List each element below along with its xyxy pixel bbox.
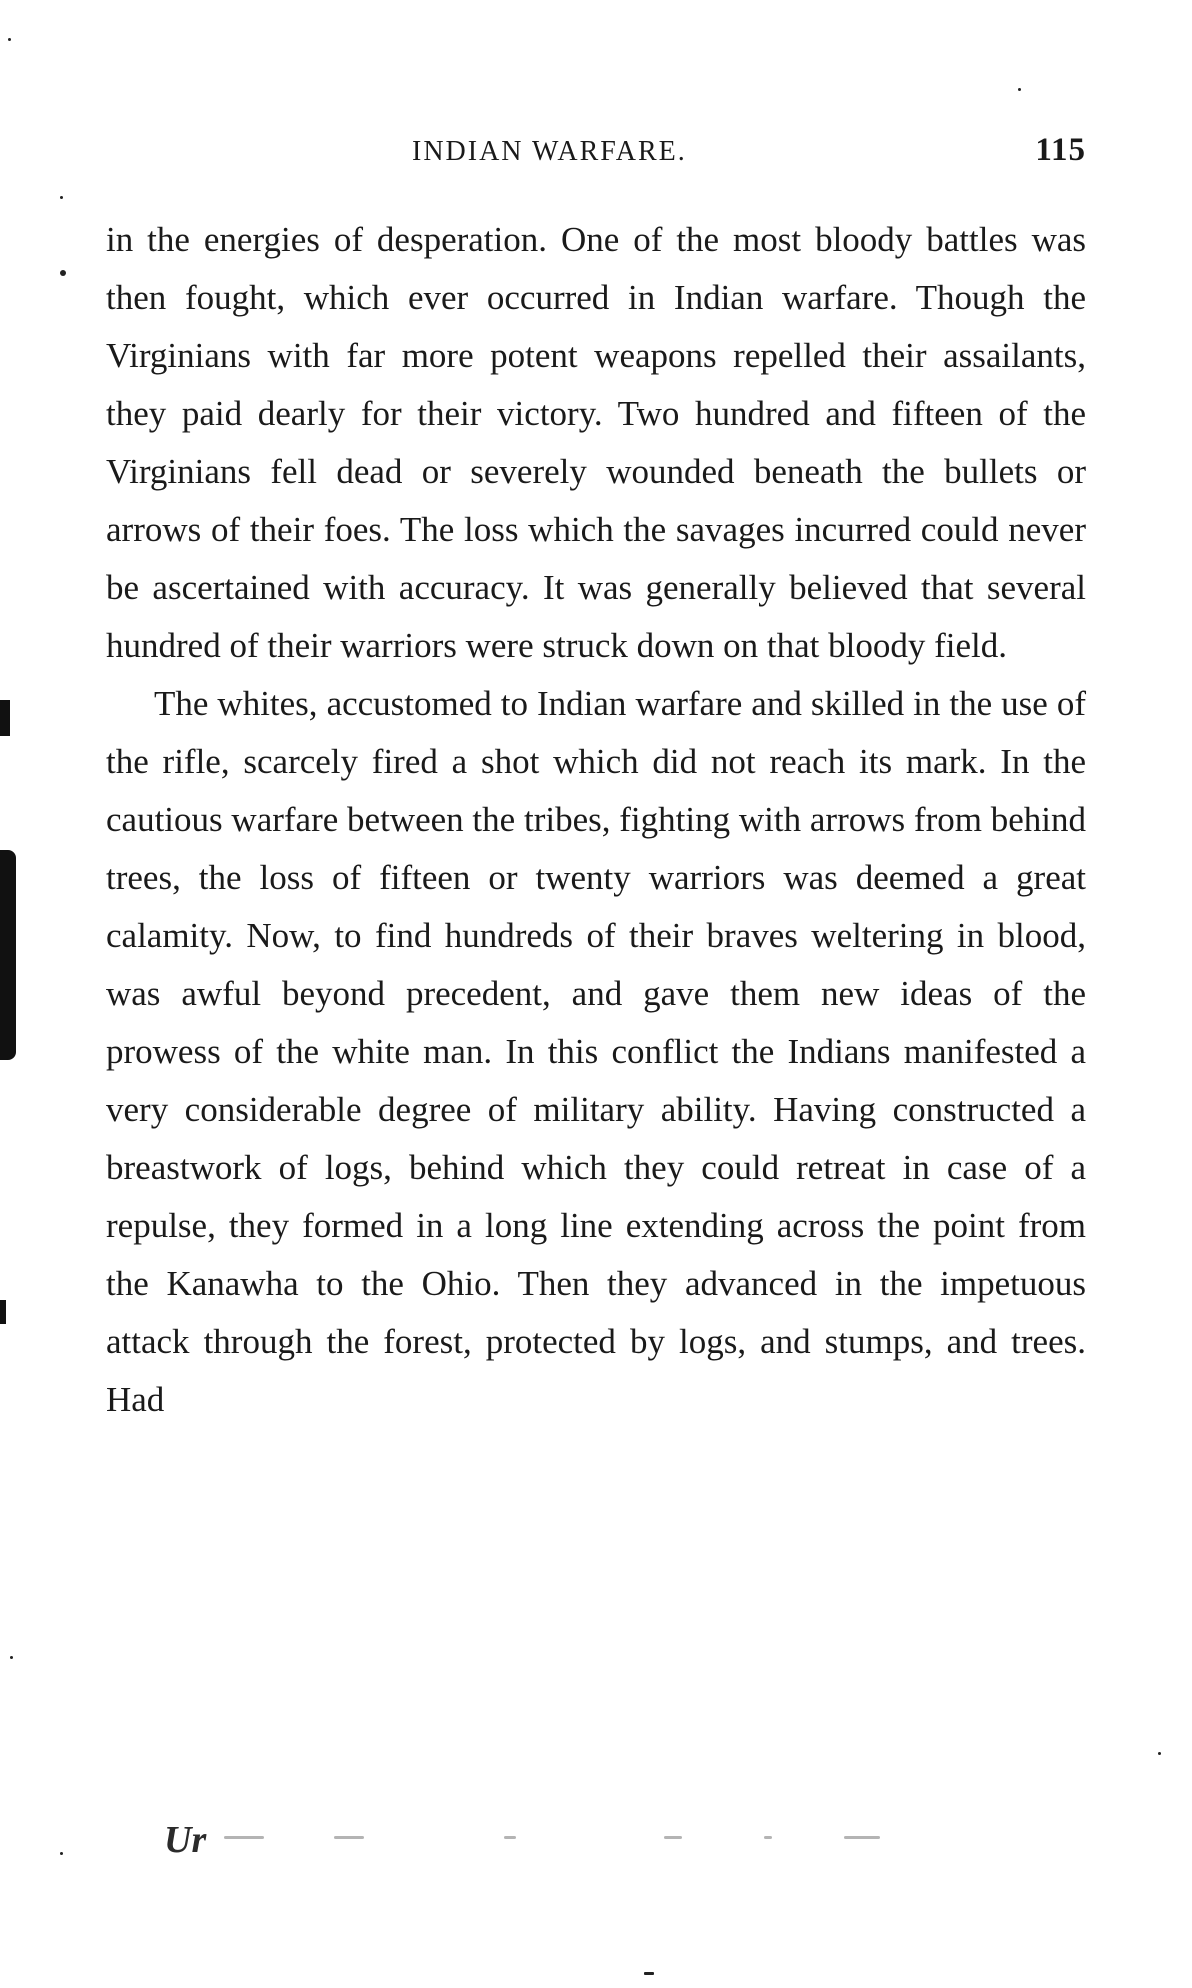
footer-smudge [764, 1836, 772, 1839]
scan-speck [10, 1656, 13, 1659]
scan-speck [1018, 88, 1021, 91]
scan-speck [1158, 1752, 1161, 1755]
footer-smudge [844, 1836, 880, 1839]
scan-speck [60, 196, 63, 199]
paragraph-1: in the energies of desperation. One of the most bloody battles was then fought, which ever occurred in Indian warfare. Though the Virginians with far more potent weapons repelled their assailants, they paid dearly for their victory. Two hundred and fifteen of the Virginians fell dead or severely wounded beneath the bullets or arrows of their foes. The loss which the savages incurred could never be ascertained with accuracy. It was generally believed that several hundred of their warriors were struck down on that bloody field. [106, 220, 1086, 665]
page-header [106, 132, 1086, 176]
scan-speck [60, 1852, 63, 1855]
paragraph-2: The whites, accustomed to Indian warfare and skilled in the use of the rifle, scarcely fired a shot which did not reach its mark. In the cautious warfare between the tribes, fighting with arrows from behind trees, the loss of fifteen or twenty warriors was deemed a great calamity. Now, to find hundreds of their braves weltering in blood, was awful beyond precedent, and gave them new ideas of the prowess of the white man. In this conflict the Indians manifested a very considerable degree of military ability. Having constructed a breastwork of logs, behind which they could retreat in case of a repulse, they formed in a long line extending across the point from the Kanawha to the Ohio. Then they advanced in the impetuous attack through the forest, protected by logs, and stumps, and trees. Had [106, 684, 1086, 1419]
running-head: INDIAN WARFARE. [412, 136, 687, 167]
footer-smudge [224, 1836, 264, 1839]
footer-smudge [504, 1836, 516, 1839]
scan-edge-blot [0, 700, 10, 736]
scan-speck [60, 270, 66, 276]
scan-speck [644, 1972, 654, 1975]
page-footer [164, 1818, 964, 1861]
scan-edge-blot [0, 1300, 6, 1324]
footer-stamp: Ur [164, 1819, 207, 1861]
scan-speck [8, 38, 11, 41]
footer-smudge [334, 1836, 364, 1839]
body-text [106, 211, 1086, 1429]
footer-smudge [664, 1836, 682, 1839]
scan-edge-blot [0, 850, 16, 1060]
page-number: 115 [1035, 132, 1086, 168]
